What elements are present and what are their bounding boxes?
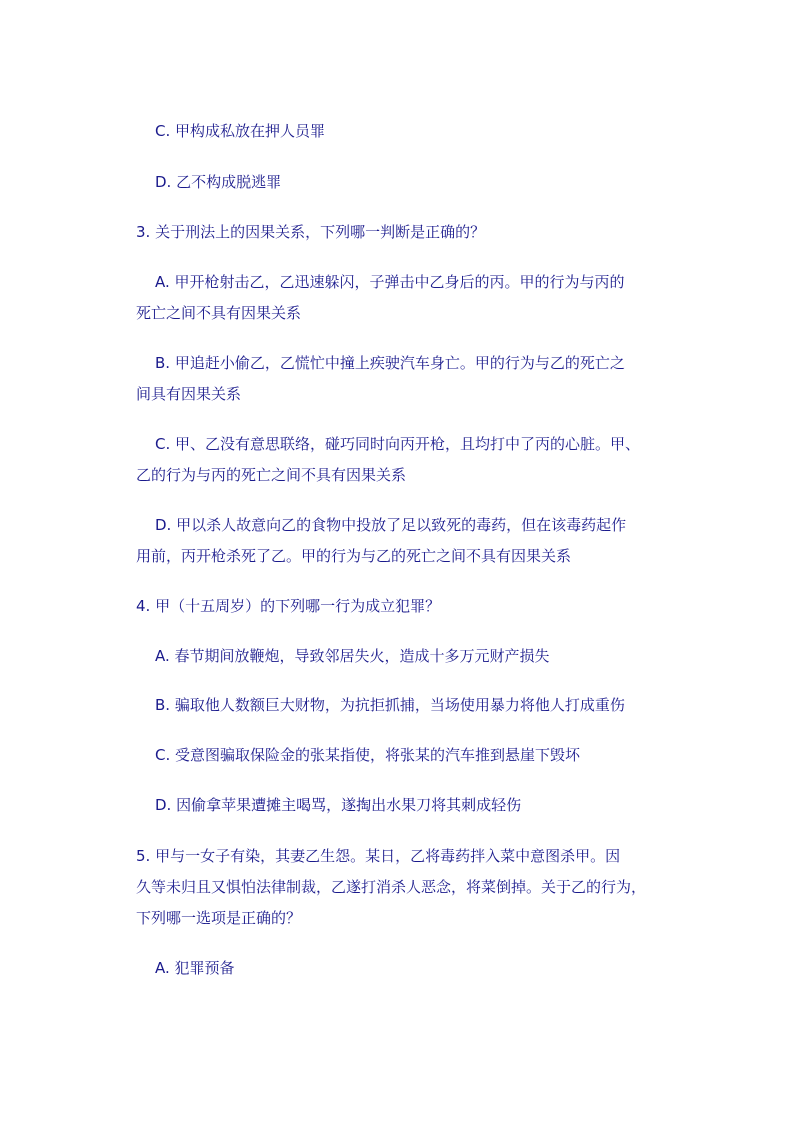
q2-option-c: C. 甲构成私放在押人员罪 <box>155 122 326 140</box>
q5-question-cont-1: 久等未归且又惧怕法律制裁，乙遂打消杀人恶念，将菜倒掉。关于乙的行为， <box>136 878 647 896</box>
q5-question-cont-2: 下列哪一选项是正确的？ <box>136 909 302 927</box>
q4-option-a: A. 春节期间放鞭炮，导致邻居失火，造成十多万元财产损失 <box>155 647 550 665</box>
q3-option-c-cont: 乙的行为与丙的死亡之间不具有因果关系 <box>136 466 407 484</box>
q5-option-a: A. 犯罪预备 <box>155 959 235 977</box>
q3-option-a-cont: 死亡之间不具有因果关系 <box>136 304 302 322</box>
q3-option-a: A. 甲开枪射击乙，乙迅速躲闪，子弹击中乙身后的丙。甲的行为与丙的 <box>155 273 625 291</box>
q3-option-c: C. 甲、乙没有意思联络，碰巧同时向丙开枪，且均打中了丙的心脏。甲、 <box>155 435 641 453</box>
q3-option-d: D. 甲以杀人故意向乙的食物中投放了足以致死的毒药，但在该毒药起作 <box>155 516 627 534</box>
q2-option-d: D. 乙不构成脱逃罪 <box>155 173 282 191</box>
q3-question: 3. 关于刑法上的因果关系，下列哪一判断是正确的？ <box>136 223 486 241</box>
q3-option-b: B. 甲追赶小偷乙，乙慌忙中撞上疾驶汽车身亡。甲的行为与乙的死亡之 <box>155 354 625 372</box>
q5-question: 5. 甲与一女子有染，其妻乙生怨。某日，乙将毒药拌入菜中意图杀甲。因 <box>136 847 621 865</box>
q4-question: 4. 甲（十五周岁）的下列哪一行为成立犯罪？ <box>136 597 441 615</box>
q3-option-d-cont: 用前，丙开枪杀死了乙。甲的行为与乙的死亡之间不具有因果关系 <box>136 547 572 565</box>
q4-option-c: C. 受意图骗取保险金的张某指使，将张某的汽车推到悬崖下毁坏 <box>155 746 581 764</box>
q4-option-b: B. 骗取他人数额巨大财物，为抗拒抓捕，当场使用暴力将他人打成重伤 <box>155 696 625 714</box>
q4-option-d: D. 因偷拿苹果遭摊主喝骂，遂掏出水果刀将其刺成轻伤 <box>155 796 522 814</box>
q3-option-b-cont: 间具有因果关系 <box>136 385 242 403</box>
